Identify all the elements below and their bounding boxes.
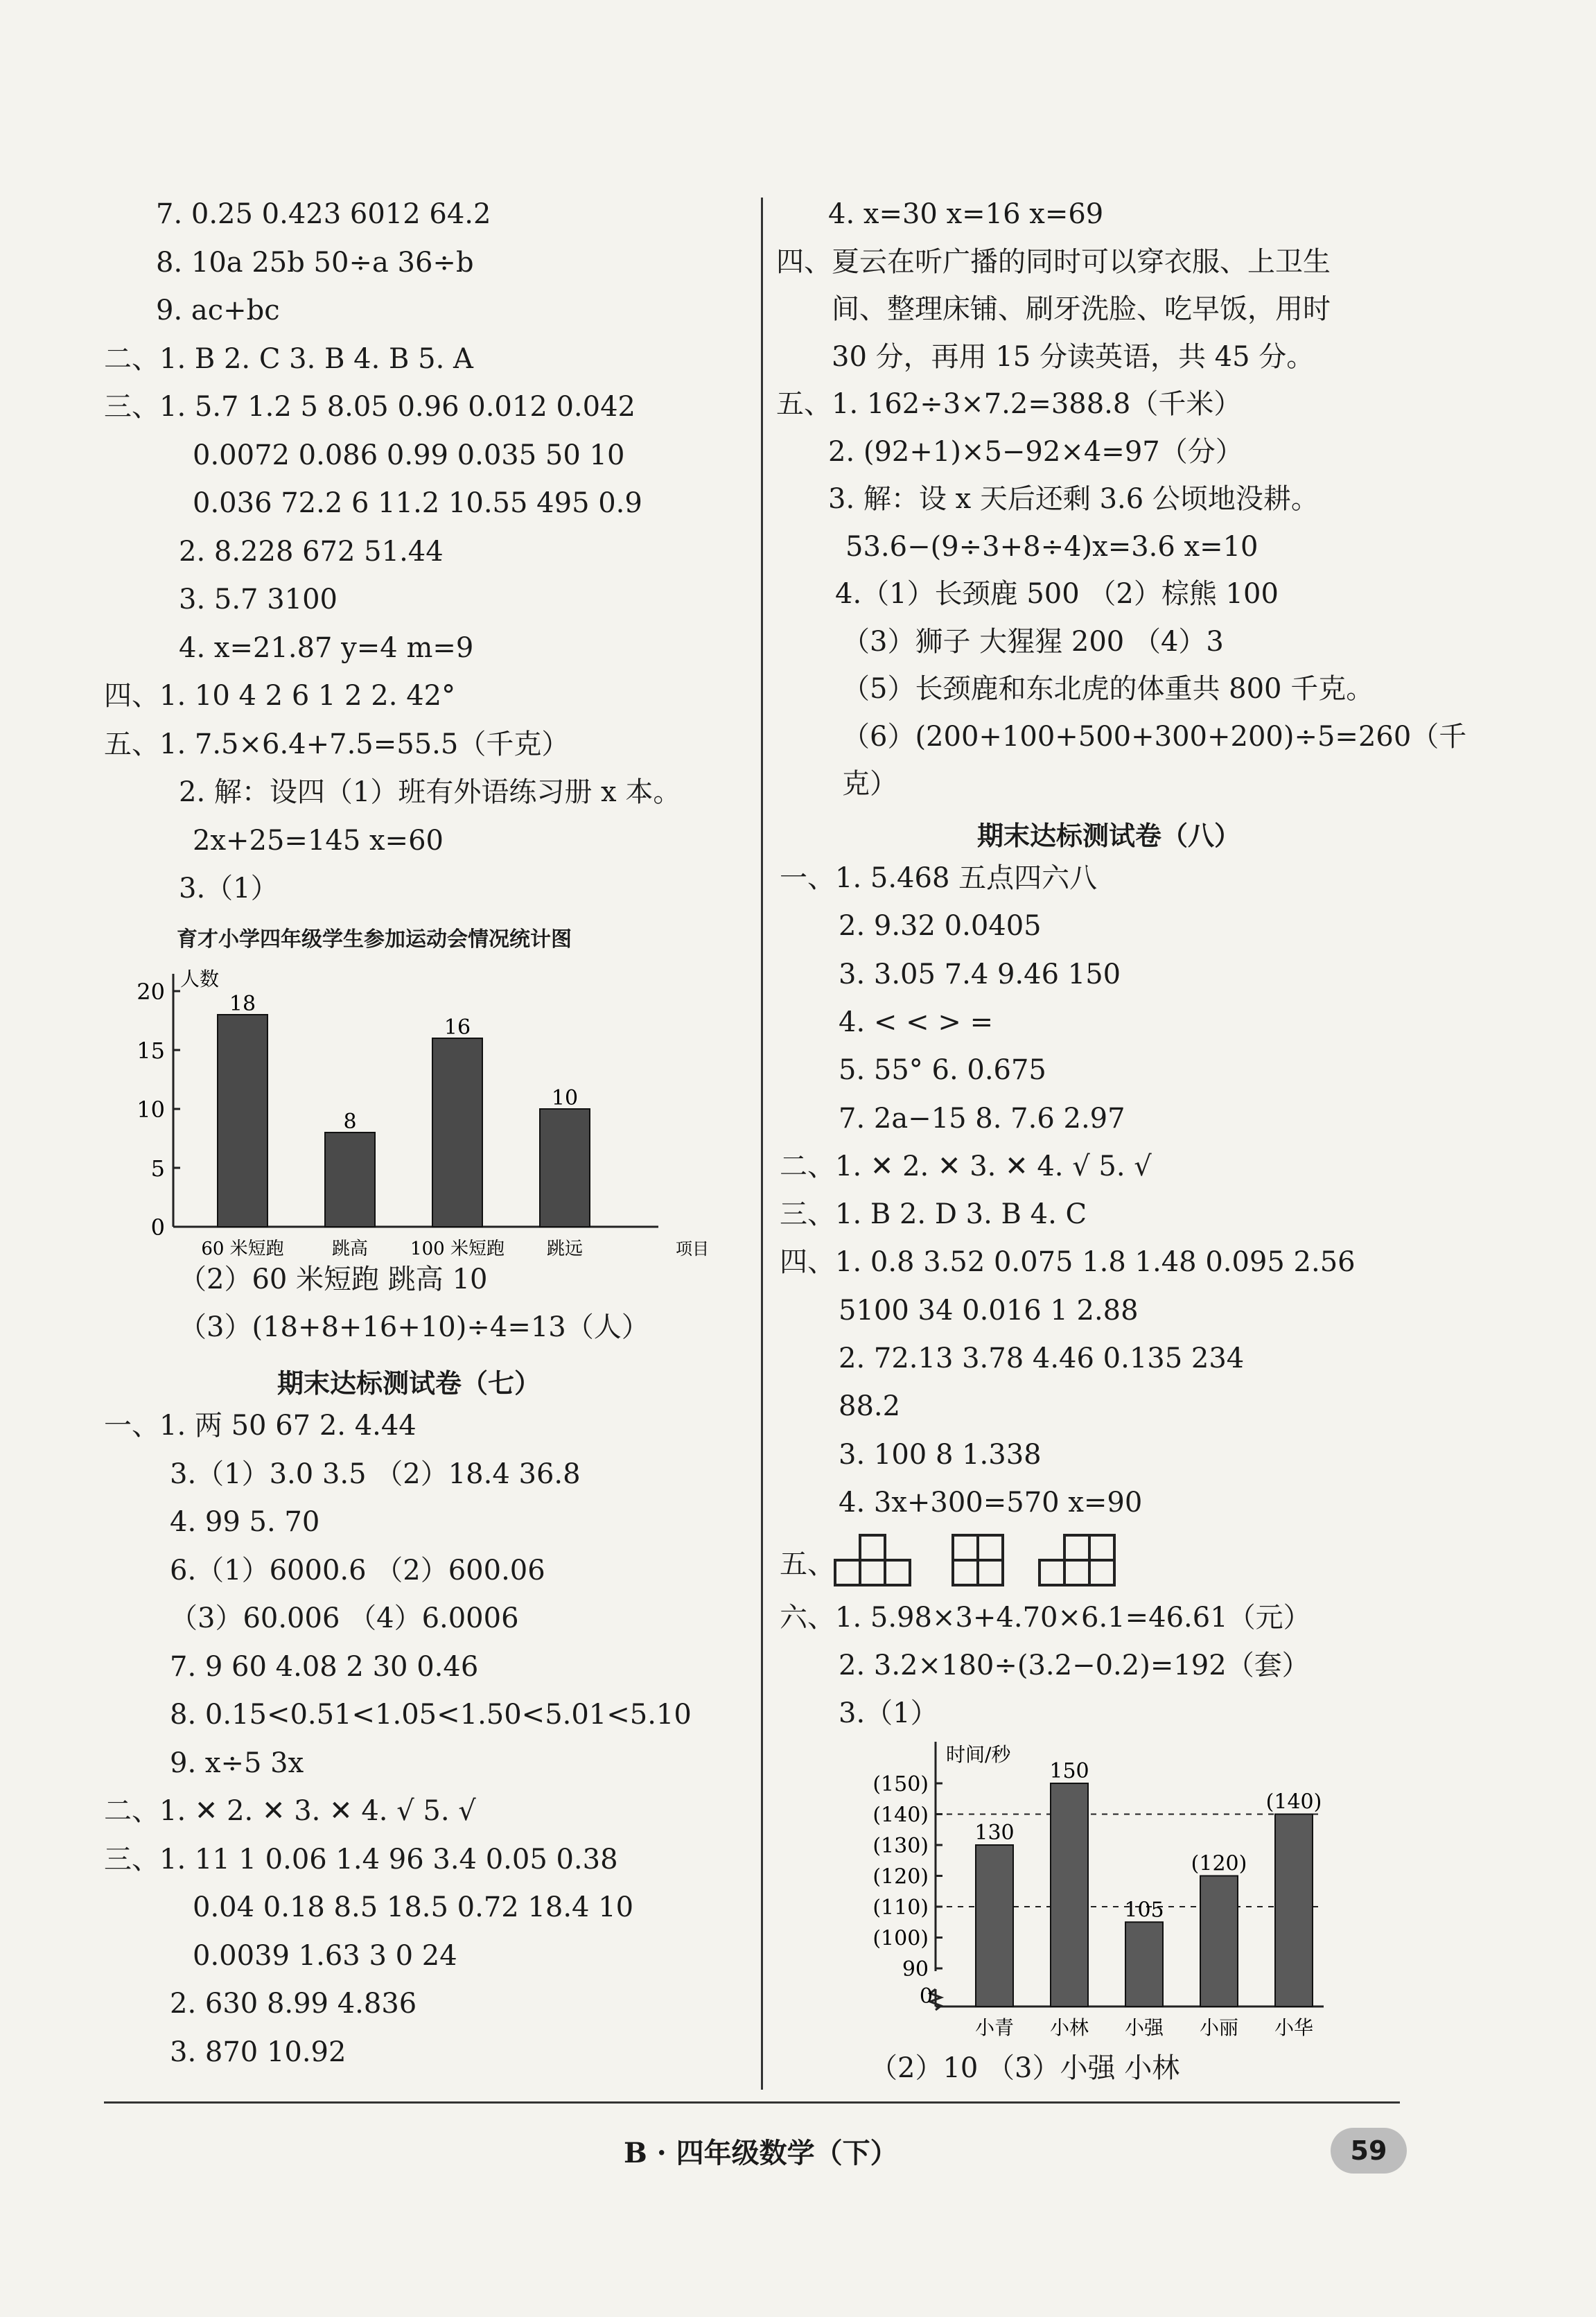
x-tick-label: 100 米短跑 <box>410 1239 505 1259</box>
y-tick-label: (110) <box>872 1896 929 1920</box>
answer-line: 5. 55° 6. 0.675 <box>839 1054 1046 1087</box>
answer-line: 4. 3x+300=570 x=90 <box>839 1486 1143 1519</box>
answer-line: 五、1. 162÷3×7.2=388.8（千米） <box>776 388 1242 420</box>
bar <box>1051 1783 1088 2006</box>
answer-line: 三、1. B 2. D 3. B 4. C <box>780 1198 1087 1231</box>
x-tick-label: 60 米短跑 <box>201 1239 284 1259</box>
answer-line: （3）狮子 大猩猩 200 （4）3 <box>842 625 1224 658</box>
y-tick-label: (150) <box>872 1772 929 1796</box>
answer-line: 7. 9 60 4.08 2 30 0.46 <box>170 1650 479 1683</box>
answer-line: 0.04 0.18 8.5 18.5 0.72 18.4 10 <box>193 1891 634 1923</box>
chart-sports-meet <box>118 953 709 1259</box>
view-left <box>953 1535 1003 1585</box>
views-drawing <box>832 1521 1137 1591</box>
x-tick-label: 跳高 <box>331 1239 369 1259</box>
answer-line: 一、1. 5.468 五点四六八 <box>780 862 1098 894</box>
bar <box>1200 1876 1238 2007</box>
y-axis-label: 人数 <box>180 968 220 990</box>
answer-line: （3）60.006 （4）6.0006 <box>170 1602 519 1634</box>
answer-line: 5100 34 0.016 1 2.88 <box>839 1294 1139 1327</box>
answer-line: 3. 解：设 x 天后还剩 3.6 公顷地没耕。 <box>828 483 1319 515</box>
data-label: 16 <box>444 1015 471 1040</box>
answer-line: 二、1. ✕ 2. ✕ 3. ✕ 4. √ 5. √ <box>780 1150 1152 1182</box>
section-title: 期末达标测试卷（八） <box>977 821 1241 851</box>
answer-line: 7. 0.25 0.423 6012 64.2 <box>156 198 491 230</box>
answer-line: 六、1. 5.98×3+4.70×6.1=46.61（元） <box>780 1602 1311 1634</box>
answer-line: 9. ac+bc <box>156 295 280 326</box>
answer-line: 8. 0.15<0.51<1.05<1.50<5.01<5.10 <box>170 1699 692 1731</box>
data-label: 150 <box>1049 1759 1089 1783</box>
answer-line: 3. 870 10.92 <box>170 2036 347 2068</box>
answer-line: 9. x÷5 3x <box>170 1747 304 1779</box>
answer-line: 4. < < > = <box>839 1006 994 1038</box>
answer-line: 2. 8.228 672 51.44 <box>179 535 444 568</box>
answer-line: 三、1. 5.7 1.2 5 8.05 0.96 0.012 0.042 <box>104 391 635 423</box>
y-tick-label: (100) <box>872 1926 929 1951</box>
x-tick-label: 小强 <box>1124 2016 1164 2039</box>
answer-line: 4. 99 5. 70 <box>170 1506 320 1538</box>
footer-rule <box>104 2101 1400 2104</box>
answer-line: 克） <box>842 768 897 800</box>
answer-line: 4. x=21.87 y=4 m=9 <box>179 631 474 664</box>
y-tick-label: 90 <box>902 1957 929 1982</box>
y-tick-label: 20 <box>137 979 165 1005</box>
y-tick-label: 10 <box>137 1096 165 1123</box>
answer-line: （2）60 米短跑 跳高 10 <box>179 1264 488 1295</box>
y-axis-label: 时间/秒 <box>946 1743 1011 1766</box>
chart1-title: 育才小学四年级学生参加运动会情况统计图 <box>177 927 572 952</box>
y-tick-label: 15 <box>137 1038 165 1064</box>
answer-line: 0.0039 1.63 3 0 24 <box>193 1939 457 1972</box>
footer-title: B · 四年级数学（下） <box>624 2137 898 2169</box>
column-divider <box>761 198 763 2090</box>
y-tick-label: (140) <box>872 1803 929 1828</box>
y-tick-label: 5 <box>150 1155 165 1182</box>
answer-line: 4.（1）长颈鹿 500 （2）棕熊 100 <box>835 578 1279 610</box>
answer-line: 3. 3.05 7.4 9.46 150 <box>839 958 1121 990</box>
answer-line: 四、夏云在听广播的同时可以穿衣服、上卫生 <box>776 245 1331 278</box>
bar <box>976 1845 1013 2006</box>
answer-line: 五、 <box>780 1548 835 1580</box>
answer-line: 3.（1） <box>179 873 279 904</box>
x-tick-label: 小林 <box>1049 2016 1089 2039</box>
answer-line: 二、1. B 2. C 3. B 4. B 5. A <box>104 342 473 375</box>
bar <box>1275 1815 1313 2007</box>
answer-line: （3）(18+8+16+10)÷4=13（人） <box>179 1311 649 1343</box>
answer-line: 0.036 72.2 6 11.2 10.55 495 0.9 <box>193 487 642 519</box>
bar <box>1125 1922 1163 2006</box>
answer-line: 2. 3.2×180÷(3.2−0.2)=192（套） <box>839 1650 1310 1681</box>
data-label: 10 <box>551 1086 579 1110</box>
answer-line: （6）(200+100+500+300+200)÷5=260（千 <box>842 720 1467 753</box>
answer-line: 88.2 <box>839 1390 901 1423</box>
answer-line: 2. 72.13 3.78 4.46 0.135 234 <box>839 1343 1245 1374</box>
y-tick-label: (130) <box>872 1834 929 1858</box>
page-number: 59 <box>1331 2128 1407 2174</box>
section-title: 期末达标测试卷（七） <box>277 1368 541 1399</box>
bar <box>325 1133 375 1227</box>
answer-line: 五、1. 7.5×6.4+7.5=55.5（千克） <box>104 728 570 760</box>
answer-line: （2）10 （3）小强 小林 <box>870 2052 1180 2084</box>
answer-line: 一、1. 两 50 67 2. 4.44 <box>104 1410 416 1442</box>
y-tick-label: 0 <box>919 1984 933 2009</box>
x-tick-label: 小华 <box>1274 2016 1314 2039</box>
x-tick-label: 小青 <box>974 2016 1015 2039</box>
data-label: (120) <box>1191 1851 1247 1876</box>
answer-line: 4. x=30 x=16 x=69 <box>828 198 1104 230</box>
answer-line: 2x+25=145 x=60 <box>193 824 444 857</box>
bar <box>218 1015 268 1227</box>
bar <box>540 1109 590 1227</box>
answer-line: 间、整理床铺、刷牙洗脸、吃早饭，用时 <box>832 293 1331 325</box>
answer-line: 3. 5.7 3100 <box>179 584 338 615</box>
y-tick-label: (120) <box>872 1864 929 1889</box>
answer-line: 8. 10a 25b 50÷a 36÷b <box>156 246 474 279</box>
bar <box>432 1038 482 1227</box>
answer-line: （5）长颈鹿和东北虎的体重共 800 千克。 <box>842 673 1374 705</box>
view-front <box>835 1535 910 1585</box>
answer-line: 2. 解：设四（1）班有外语练习册 x 本。 <box>179 776 681 808</box>
answer-line: 7. 2a−15 8. 7.6 2.97 <box>839 1102 1125 1135</box>
answer-line: 2. 9.32 0.0405 <box>839 910 1042 943</box>
view-top <box>1040 1535 1114 1585</box>
answer-line: 三、1. 11 1 0.06 1.4 96 3.4 0.05 0.38 <box>104 1843 618 1876</box>
data-label: 130 <box>974 1821 1015 1845</box>
answer-line: 3. 100 8 1.338 <box>839 1438 1042 1471</box>
answer-line: 53.6−(9÷3+8÷4)x=3.6 x=10 <box>845 530 1259 563</box>
answer-line: 3.（1） <box>839 1697 938 1729</box>
chart-time-seconds <box>845 1729 1344 2062</box>
x-tick-label: 跳远 <box>546 1239 584 1259</box>
answer-line: 2. (92+1)×5−92×4=97（分） <box>828 435 1243 468</box>
answer-line: 30 分，再用 15 分读英语，共 45 分。 <box>832 340 1315 373</box>
data-label: 18 <box>229 992 256 1016</box>
data-label: 105 <box>1124 1898 1164 1923</box>
x-axis-label: 项目 <box>676 1239 709 1259</box>
answer-line: 6.（1）6000.6 （2）600.06 <box>170 1554 545 1586</box>
data-label: 8 <box>343 1110 357 1134</box>
answer-line: 0.0072 0.086 0.99 0.035 50 10 <box>193 439 625 471</box>
x-tick-label: 小丽 <box>1199 2016 1239 2039</box>
y-tick-label: 0 <box>150 1214 165 1241</box>
answer-line: 二、1. ✕ 2. ✕ 3. ✕ 4. √ 5. √ <box>104 1795 476 1827</box>
data-label: (140) <box>1265 1790 1322 1815</box>
answer-line: 2. 630 8.99 4.836 <box>170 1988 417 2020</box>
answer-line: 四、1. 10 4 2 6 1 2 2. 42° <box>104 680 456 712</box>
answer-line: 四、1. 0.8 3.52 0.075 1.8 1.48 0.095 2.56 <box>780 1246 1356 1279</box>
answer-line: 3.（1）3.0 3.5 （2）18.4 36.8 <box>170 1458 581 1490</box>
